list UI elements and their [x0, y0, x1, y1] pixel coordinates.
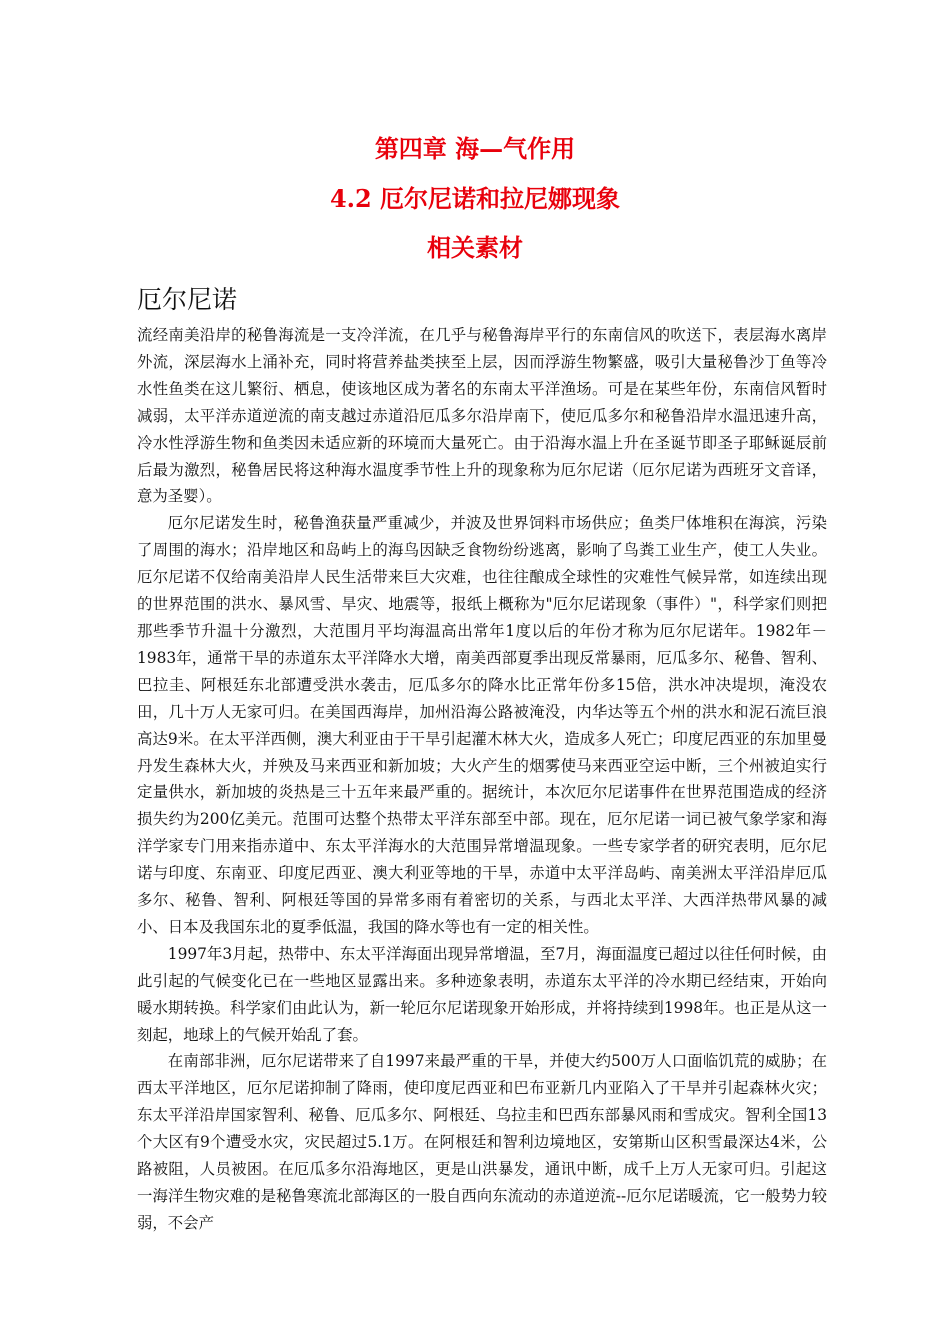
- body-text: [137, 322, 827, 1237]
- paragraph: 厄尔尼诺发生时，秘鲁渔获量严重减少，并波及世界饲料市场供应；鱼类尸体堆积在海滨，污染了周围的海水；沿岸地区和岛屿上的海鸟因缺乏食物纷纷逃离，影响了鸟粪工业生产，使工人失业。厄尔尼诺不仅给南美沿岸人民生活带来巨大灾难，也往往酿成全球性的灾难性气候异常，如连续出现的世界范围的洪水、暴风雪、旱灾、地震等，报纸上概称为"厄尔尼诺现象（事件）"，科学家们则把那些季节升温十分激烈，大范围月平均海温高出常年1度以后的年份才称为厄尔尼诺年。1982年－1983年，通常干旱的赤道东太平洋降水大增，南美西部夏季出现反常暴雨，厄瓜多尔、秘鲁、智利、巴拉圭、阿根廷东北部遭受洪水袭击，厄瓜多尔的降水比正常年份多15倍，洪水冲决堤坝，淹没农田，几十万人无家可归。在美国西海岸，加州沿海公路被淹没，内华达等五个州的洪水和泥石流巨浪高达9米。在太平洋西侧，澳大利亚由于干旱引起灌木林大火，造成多人死亡；印度尼西亚的东加里曼丹发生森林大火，并殃及马来西亚和新加坡；大火产生的烟雾使马来西亚空运中断，三个州被迫实行定量供水，新加坡的炎热是三十五年来最严重的。据统计，本次厄尔尼诺事件在世界范围造成的经济损失约为200亿美元。范围可达整个热带太平洋东部至中部。现在，厄尔尼诺一词已被气象学家和海洋学家专门用来指赤道中、东太平洋海水的大范围异常增温现象。一些专家学者的研究表明，厄尔尼诺与印度、东南亚、印度尼西亚、澳大利亚等地的干旱，赤道中太平洋岛屿、南美洲太平洋沿岸厄瓜多尔、秘鲁、智利、阿根廷等国的异常多雨有着密切的关系，与西北太平洋、大西洋热带风暴的减小、日本及我国东北的夏季低温，我国的降水等也有一定的相关性。: [137, 514, 827, 936]
- subtitle: 相关素材: [427, 233, 523, 262]
- paragraph: 流经南美沿岸的秘鲁海流是一支冷洋流，在几乎与秘鲁海岸平行的东南信风的吹送下，表层海水离岸外流，深层海水上涌补充，同时将营养盐类挟至上层，因而浮游生物繁盛，吸引大量秘鲁沙丁鱼等冷水性鱼类在这儿繁衍、栖息，使该地区成为著名的东南太平洋渔场。可是在某些年份，东南信风暂时减弱，太平洋赤道逆流的南支越过赤道沿厄瓜多尔沿岸南下，使厄瓜多尔和秘鲁沿岸水温迅速升高，冷水性浮游生物和鱼类因未适应新的环境而大量死亡。由于沿海水温上升在圣诞节即圣子耶稣诞辰前后最为激烈，秘鲁居民将这种海水温度季节性上升的现象称为厄尔尼诺（厄尔尼诺为西班牙文音译，意为圣婴）。: [137, 326, 827, 506]
- chapter-title: 第四章 海—气作用: [374, 134, 576, 163]
- topic-heading: 厄尔尼诺: [137, 285, 238, 314]
- paragraph: 在南部非洲，厄尔尼诺带来了自1997来最严重的干旱，并使大约500万人口面临饥荒的威胁；在西太平洋地区，厄尔尼诺抑制了降雨，使印度尼西亚和巴布亚新几内亚陷入了干旱并引起森林火灾；东太平洋沿岸国家智利、秘鲁、厄瓜多尔、阿根廷、乌拉圭和巴西东部暴风雨和雪成灾。智利全国13个大区有9个遭受水灾，灾民超过5.1万。在阿根廷和智利边境地区，安第斯山区积雪最深达4米，公路被阻，人员被困。在厄瓜多尔沿海地区，更是山洪暴发，通讯中断，成千上万人无家可归。引起这一海洋生物灾难的是秘鲁寒流北部海区的一股自西向东流动的赤道逆流--厄尔尼诺暖流，它一般势力较弱，不会产: [137, 1052, 827, 1232]
- section-title: 4.2 厄尔尼诺和拉尼娜现象: [329, 184, 621, 213]
- paragraph: 1997年3月起，热带中、东太平洋海面出现异常增温，至7月，海面温度已超过以往任何时候，由此引起的气候变化已在一些地区显露出来。多种迹象表明，赤道东太平洋的冷水期已经结束，开始向暖水期转换。科学家们由此认为，新一轮厄尔尼诺现象开始形成，并将持续到1998年。也正是从这一刻起，地球上的气候开始乱了套。: [137, 944, 827, 1044]
